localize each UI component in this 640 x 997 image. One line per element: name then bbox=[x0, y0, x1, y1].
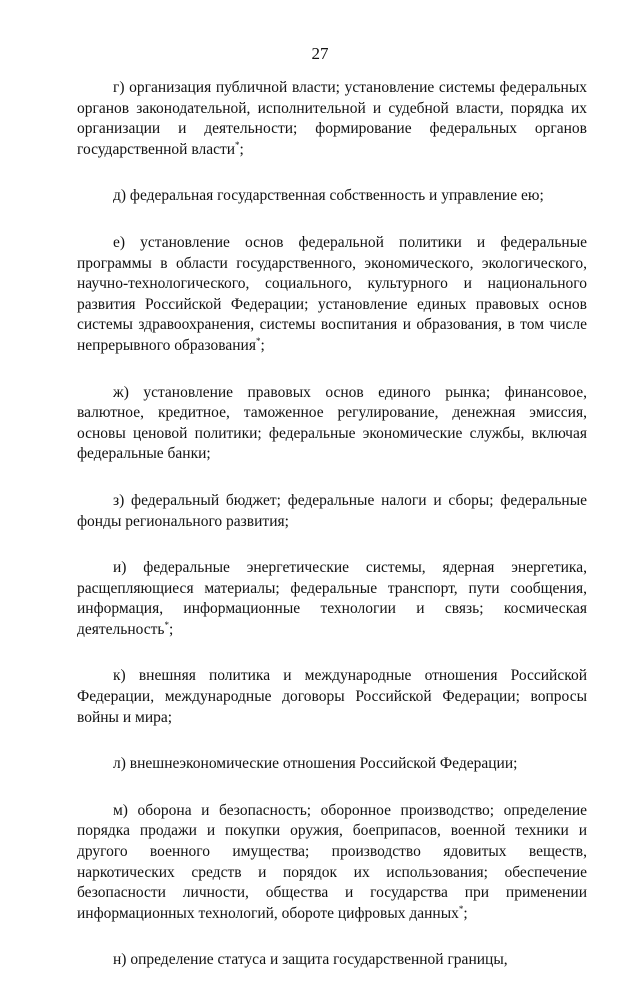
paragraph-text: н) определение статуса и защита государственной границы, bbox=[113, 951, 508, 969]
paragraph-text: м) оборона и безопасность; оборонное производство; определение порядка продажи и покупки оружия, боеприпасов, военной техники и другого военного имущества; производство ядовитых веществ, наркотических средств и порядок их использования; обеспечение безопасности личности, общества и государства при применении информационных технологий, обороте цифровых данных bbox=[77, 801, 587, 922]
paragraph-n bbox=[77, 950, 587, 971]
paragraph-text: е) установление основ федеральной политики и федеральные программы в области государственного, экономического, экологического, научно-технологического, социального, культурного и национального развития Российской Федерации; установление единых правовых основ системы здравоохранения, системы воспитания и образования, в том числе непрерывного образования bbox=[77, 233, 587, 354]
paragraph-i bbox=[77, 558, 587, 640]
document-body bbox=[77, 78, 587, 997]
paragraph-text: г) организация публичной власти; установление системы федеральных органов законодательной, исполнительной и судебной власти, порядка их организации и деятельности; формирование федеральных органов государственной власти bbox=[77, 79, 587, 158]
paragraph-text: д) федеральная государственная собственность и управление ею; bbox=[113, 187, 544, 205]
paragraph-l bbox=[77, 754, 587, 775]
paragraph-e bbox=[77, 233, 587, 357]
paragraph-text: к) внешняя политика и международные отношения Российской Федерации, международные договоры Российской Федерации; вопросы войны и мира; bbox=[77, 667, 587, 726]
paragraph-text: з) федеральный бюджет; федеральные налоги и сборы; федеральные фонды регионального развития; bbox=[77, 491, 587, 530]
paragraph-text: л) внешнеэкономические отношения Российской Федерации; bbox=[113, 755, 518, 773]
footnote-mark: * bbox=[458, 903, 464, 914]
paragraph-end: ; bbox=[169, 620, 174, 638]
paragraph-text: ж) установление правовых основ единого рынка; финансовое, валютное, кредитное, таможенное регулирование, денежная эмиссия, основы ценовой политики; федеральные экономические службы, включая федеральные банки; bbox=[77, 383, 587, 463]
paragraph-end: ; bbox=[260, 336, 265, 354]
footnote-mark: * bbox=[235, 139, 240, 150]
paragraph-z bbox=[77, 491, 587, 532]
paragraph-g bbox=[77, 78, 587, 160]
paragraph-end: ; bbox=[239, 140, 244, 158]
paragraph-d bbox=[77, 186, 587, 207]
paragraph-end: ; bbox=[463, 904, 468, 922]
footnote-mark: * bbox=[255, 335, 261, 346]
paragraph-m bbox=[77, 801, 587, 925]
footnote-mark: * bbox=[164, 619, 170, 630]
paragraph-text: и) федеральные энергетические системы, ядерная энергетика, расщепляющиеся материалы; федеральные транспорт, пути сообщения, информация, информационные технологии и связь; космическая деятельность bbox=[77, 559, 587, 638]
page-number: 27 bbox=[311, 44, 329, 63]
paragraph-k bbox=[77, 666, 587, 728]
paragraph-zh bbox=[77, 383, 587, 465]
